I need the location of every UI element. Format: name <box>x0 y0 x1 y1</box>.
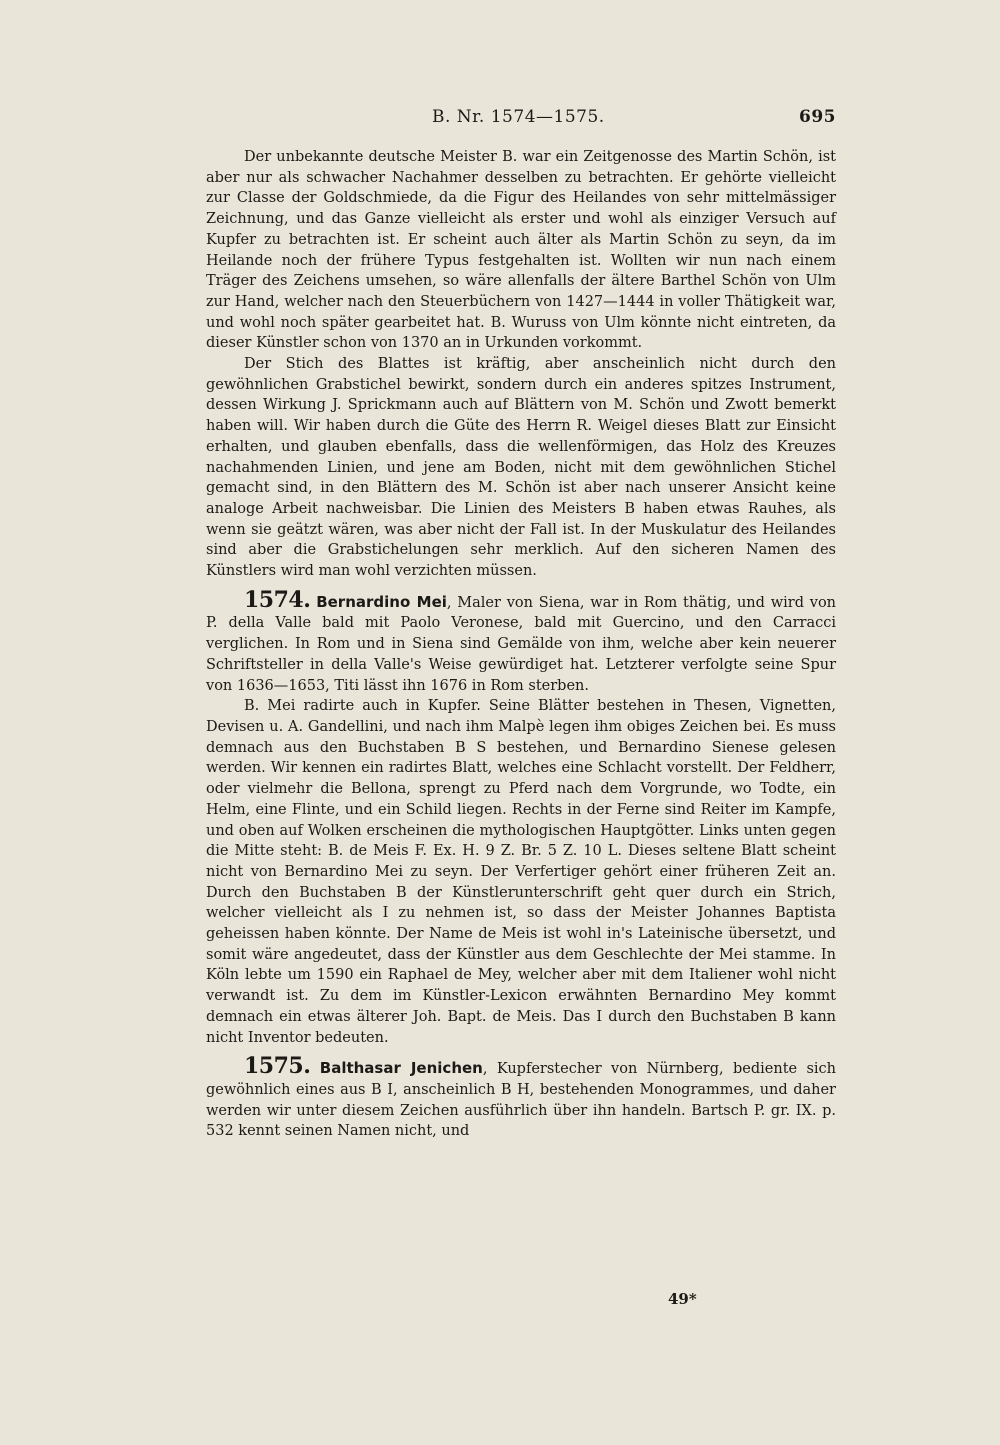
page-number: 695 <box>799 107 836 127</box>
entry-1574 <box>206 586 837 1048</box>
intro-paragraph-1: Der unbekannte deutsche Meister B. war ein Zeitgenosse des Martin Schön, ist aber nur als schwacher Nachahmer desselben zu betrachten. Er gehörte vielleicht zur Classe der Goldschmiede, da die Figur des Heilandes von sehr mittelmässiger Zeichnung, und das Ganze vielleicht als erster und wohl als einziger Versuch auf Kupfer zu betrachten ist. Er scheint auch älter als Martin Schön zu seyn, da im Heilande noch der frühere Typus festgehalten ist. Wollten wir nun nach einem Träger des Zeichens umsehen, so wäre allenfalls der ältere Barthel Schön von Ulm zur Hand, welcher nach den Steuerbüchern von 1427—1444 in voller Thätigkeit war, und wohl noch später gearbeitet hat. B. Wuruss von Ulm könnte nicht eintreten, da dieser Künstler schon von 1370 an in Urkunden vorkommt. <box>206 149 836 352</box>
signature-mark: 49* <box>668 1290 697 1308</box>
intro-paragraph-2: Der Stich des Blattes ist kräftig, aber anscheinlich nicht durch den gewöhnlichen Grabstichel bewirkt, sondern durch ein anderes spitzes Instrument, dessen Wirkung J. Sprickmann auch auf Blättern von M. Schön und Zwott bemerkt haben will. Wir haben durch die Güte des Herrn R. Weigel dieses Blatt zur Einsicht erhalten, und glauben ebenfalls, dass die wellenförmigen, das Holz des Kreuzes nachahmenden Linien, und jene am Boden, nicht mit dem gewöhnlichen Stichel gemacht sind, in den Blättern des M. Schön ist aber nach unserer Ansicht keine analoge Arbeit nachweisbar. Die Linien des Meisters B haben etwas Rauhes, als wenn sie geätzt wären, was aber nicht der Fall ist. In der Muskulatur des Heilandes sind aber die Grabstichelungen sehr merklich. Auf den sicheren Namen des Künstlers wird man wohl verzichten müssen. <box>206 356 836 580</box>
entry-1574-paragraph-2: B. Mei radirte auch in Kupfer. Seine Blätter bestehen in Thesen, Vignetten, Devisen u. A. Gandellini, und nach ihm Malpè legen ihm obiges Zeichen bei. Es muss demnach aus den Buchstaben B S bestehen, und Bernardino Sienese gelesen werden. Wir kennen ein radirtes Blatt, welches eine Schlacht vorstellt. Der Feldherr, oder vielmehr die Bellona, sprengt zu Pferd nach dem Vorgrunde, wo Todte, ein Helm, eine Flinte, und ein Schild liegen. Rechts in der Ferne sind Reiter im Kampfe, und oben auf Wolken erscheinen die mythologischen Hauptgötter. Links unten gegen die Mitte steht: B. de Meis F. Ex. H. 9 Z. Br. 5 Z. 10 L. Dieses seltene Blatt scheint nicht von Bernardino Mei zu seyn. Der Verfertiger gehört einer früheren Zeit an. Durch den Buchstaben B der Künstlerunterschrift geht quer durch ein Strich, welcher vielleicht als I zu nehmen ist, so dass der Meister Johannes Baptista geheissen haben könnte. Der Name de Meis ist wohl in's Lateinische übersetzt, und somit wäre angedeutet, dass der Künstler aus dem Geschlechte der Mei stamme. In Köln lebte um 1590 ein Raphael de Mey, welcher aber mit dem Italiener wohl nicht verwandt ist. Zu dem im Künstler-Lexicon erwähnten Bernardino Mey kommt demnach ein etwas älterer Joh. Bapt. de Meis. Das I durch den Buchstaben B kann nicht Inventor bedeuten. <box>206 698 836 1046</box>
running-header <box>206 107 836 135</box>
artist-name: Bernardino Mei <box>316 592 447 611</box>
entry-1574-heading <box>206 586 837 697</box>
entry-1575-text: , Kupferstecher von Nürnberg, bediente sich gewöhnlich eines aus B I, anscheinlich B H, bestehenden Monogrammes, und daher werden wir unter diesem Zeichen ausführlich über ihn handeln. Bartsch P. gr. IX. p. 532 kennt seinen Namen nicht, und <box>206 1061 836 1140</box>
entry-number: 1575. <box>244 1053 311 1080</box>
artist-name: Balthasar Jenichen <box>319 1059 483 1078</box>
entry-1574-text: , Maler von Siena, war in Rom thätig, und wird von P. della Valle bald mit Paolo Veronese, bald mit Guercino, und den Carracci verglichen. In Rom und in Siena sind Gemälde von ihm, welche aber kein neuerer Schriftsteller in della Valle's Weise gewürdiget hat. Letzterer verfolgte seine Spur von 1636—1653, Titi lässt ihn 1676 in Rom sterben. <box>206 594 837 694</box>
entry-number: 1574. <box>244 586 311 613</box>
entry-1575-heading <box>206 1053 836 1142</box>
text-body <box>206 147 836 1142</box>
running-title: B. Nr. 1574—1575. <box>432 107 605 127</box>
entry-1575 <box>206 1053 836 1142</box>
